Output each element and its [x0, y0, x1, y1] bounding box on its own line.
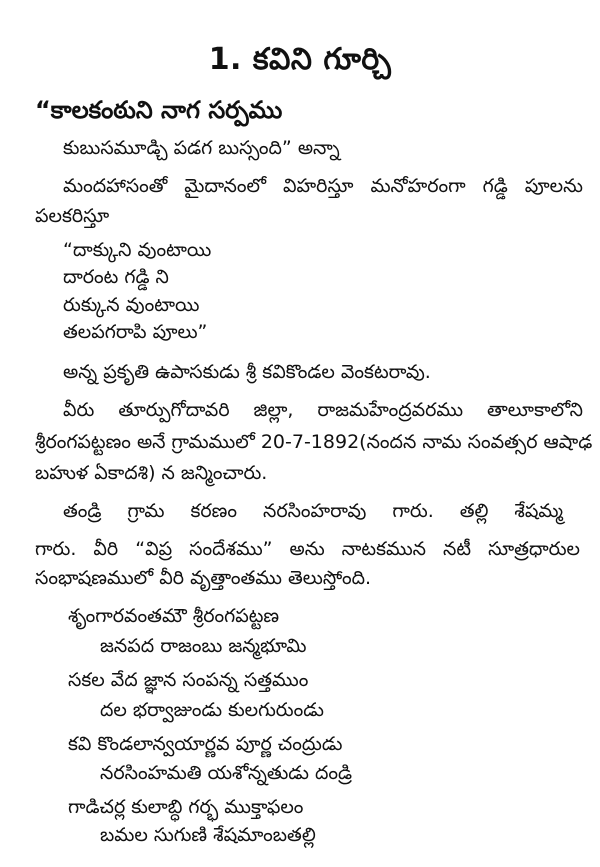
verse-line: సకల వేద జ్ఞాన సంపన్న సత్తముం [68, 669, 309, 691]
text-line: మందహాసంతో మైదానంలో విహరిస్తూ మనోహరంగా గడ్డి పూలను [63, 175, 583, 197]
text-line: గారు. వీరి “విప్ర సందేశము” అను నాటకమున నటీ సూత్రధారుల [35, 538, 580, 560]
text-line: శ్రీరంగపట్టణం అనే గ్రామములో 20-7-1892(నందన నామ సంవత్సర ఆషాఢ [35, 431, 593, 453]
verse-line: శృంగారవంతమౌ శ్రీరంగపట్టణ [68, 605, 280, 627]
verse-line: దల భర్వాజుండు కులగురుండు [100, 699, 324, 721]
text-line: కుబుసమూడ్చి పడగ బుస్సంది” అన్నా [63, 137, 340, 159]
text-line: రుక్కున వుంటాయి [63, 294, 200, 316]
text-line: పలకరిస్తూ [35, 205, 110, 227]
text-line: దారంట గడ్డి ని [63, 266, 169, 288]
verse-line: జనపద రాజంబు జన్మభూమి [100, 635, 307, 657]
verse-line: బమల సుగుణి శేషమాంబతల్లి [100, 824, 316, 846]
verse-line: గాడిచర్ల కులాబ్ధి గర్భ ముక్తాఫలం [68, 796, 304, 818]
text-line: తలపగరాపి పూలు” [63, 321, 208, 343]
text-line: అన్న ప్రకృతి ఉపాసకుడు శ్రీ కవికొండల వెంకటరావు. [63, 361, 431, 383]
text-line: తండ్రి గ్రామ కరణం నరసింహరావు గారు. తల్లి శేషమ్మ [63, 500, 563, 522]
verse-line: నరసింహమతి యశోన్నతుడు దండ్రి [100, 762, 353, 784]
text-line: సంభాషణములో వీరి వృత్తాంతము తెలుస్తోంది. [35, 567, 372, 589]
page-title: 1. కవిని గూర్చి [208, 42, 392, 77]
verse-line: కవి కొండలాన్వయార్ణవ పూర్ణ చంద్రుడు [68, 733, 343, 755]
text-line: వీరు తూర్పుగోదావరి జిల్లా, రాజమహేంద్రవరము తాలూకాలోని [63, 399, 583, 421]
text-line: బహుళ ఏకాదశి) న జన్మించారు. [35, 462, 268, 484]
text-line: “దాక్కుని వుంటాయి [63, 239, 212, 261]
text-line: “కాలకంఠుని నాగ సర్పము [35, 96, 283, 124]
